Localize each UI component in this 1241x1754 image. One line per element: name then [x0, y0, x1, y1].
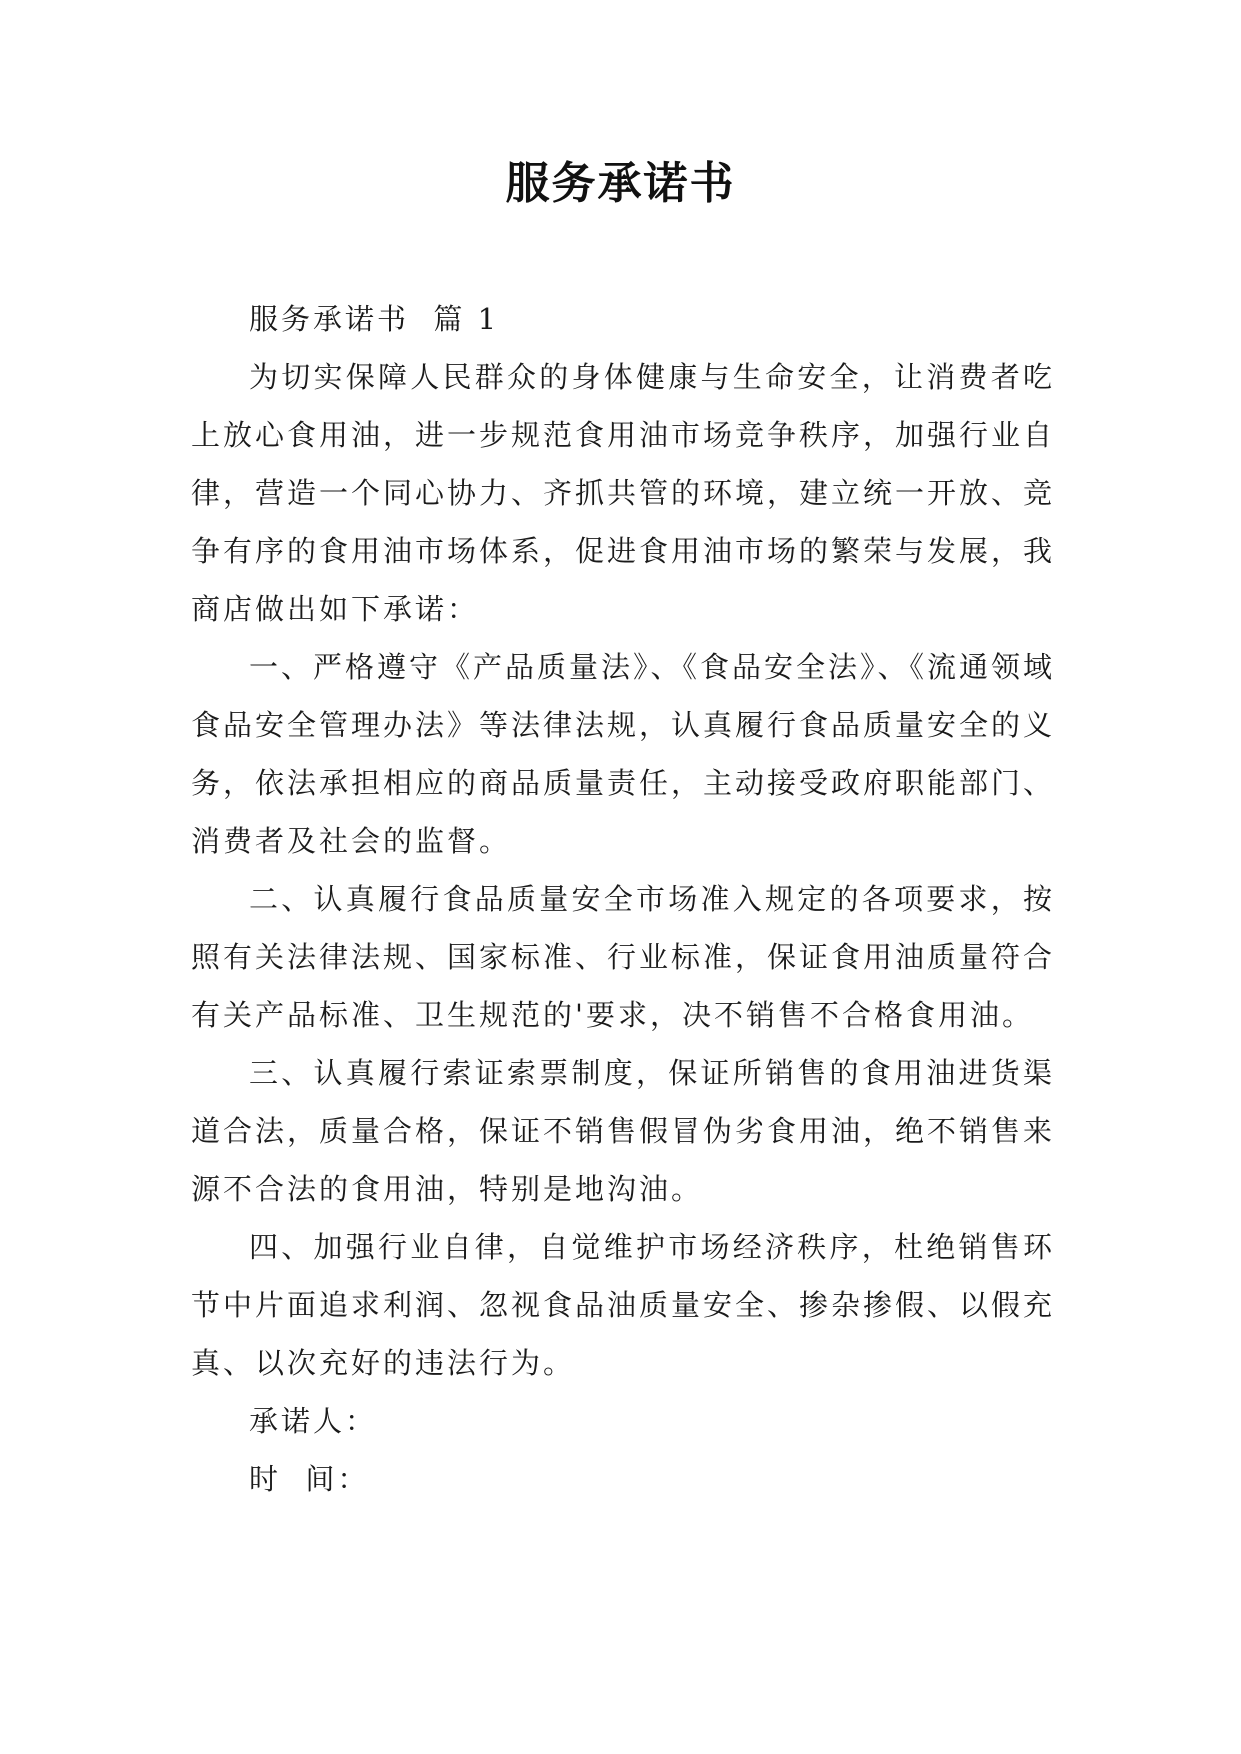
- document-body: [191, 290, 1055, 1508]
- section-heading: 服务承诺书 篇 1: [249, 302, 500, 336]
- document-title: 服务承诺书: [505, 158, 736, 209]
- signer-label: 承诺人：: [249, 1404, 378, 1438]
- commitment-paragraph-1: 一、严格遵守《产品质量法》、《食品安全法》、《流通领域食品安全管理办法》等法律法规，认真履行食品质量安全的义务，依法承担相应的商品质量责任，主动接受政府职能部门、消费者及社会的监督。: [191, 650, 1056, 858]
- commitment-paragraph-3: 三、认真履行索证索票制度，保证所销售的食用油进货渠道合法，质量合格，保证不销售假冒伪劣食用油，绝不销售来源不合法的食用油，特别是地沟油。: [191, 1056, 1056, 1206]
- commitment-paragraph-4: 四、加强行业自律，自觉维护市场经济秩序，杜绝销售环节中片面追求利润、忽视食品油质量安全、掺杂掺假、以假充真、以次充好的违法行为。: [191, 1230, 1056, 1380]
- date-label: 时 间：: [249, 1462, 370, 1496]
- intro-paragraph: 为切实保障人民群众的身体健康与生命安全，让消费者吃上放心食用油，进一步规范食用油市场竞争秩序，加强行业自律，营造一个同心协力、齐抓共管的环境，建立统一开放、竞争有序的食用油市场体系，促进食用油市场的繁荣与发展，我商店做出如下承诺：: [191, 360, 1056, 626]
- commitment-paragraph-2: 二、认真履行食品质量安全市场准入规定的各项要求，按照有关法律法规、国家标准、行业标准，保证食用油质量符合有关产品标准、卫生规范的'要求，决不销售不合格食用油。: [191, 882, 1056, 1032]
